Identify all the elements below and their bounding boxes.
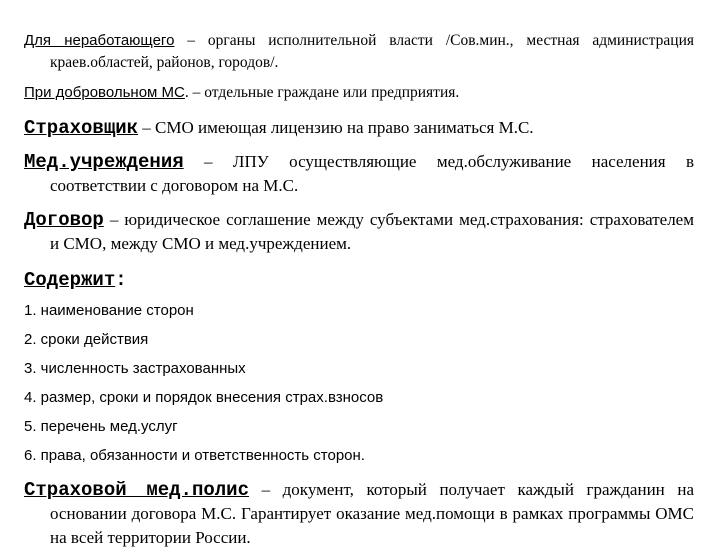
- term-policy: Страховой мед.полис: [24, 479, 249, 501]
- list-item: 3. численность застрахованных: [24, 360, 246, 377]
- term-non-working: Для неработающего: [24, 32, 175, 49]
- term-contract: Договор: [24, 209, 104, 231]
- definition-contract: – юридическое соглашение между субъектами мед.страхования: страхователем и СМО, между СМО и мед.учреждением.: [50, 210, 694, 253]
- term-medical-institutions: Мед.учреждения: [24, 151, 184, 173]
- term-voluntary: При добровольном МС: [24, 84, 185, 101]
- paragraph-medical-institutions: [24, 150, 694, 198]
- paragraph-insurer: [24, 116, 694, 140]
- definition-medical-institutions: – ЛПУ осуществляющие мед.обслуживание населения в соответствии с договором на М.С.: [50, 152, 694, 195]
- list-item: 5. перечень мед.услуг: [24, 418, 178, 435]
- paragraph-contract: [24, 208, 694, 256]
- definition-non-working: – органы исполнительной власти /Сов.мин., местная администрация краев.областей, районов, городов/.: [50, 32, 694, 71]
- paragraph-contains: [24, 268, 694, 292]
- contains-colon: :: [115, 269, 127, 291]
- list-item: 4. размер, сроки и порядок внесения страх.взносов: [24, 389, 384, 406]
- term-insurer: Страховщик: [24, 117, 139, 139]
- paragraph-policy: [24, 478, 694, 550]
- list-item: 2. сроки действия: [24, 331, 149, 348]
- definition-insurer: – СМО имеющая лицензию на право заниматься М.С.: [138, 118, 534, 137]
- list-item: 1. наименование сторон: [24, 302, 194, 319]
- definition-policy: – документ, который получает каждый гражданин на основании договора М.С. Гарантирует оказание мед.помощи в рамках программы ОМС на всей территории России.: [50, 480, 694, 547]
- paragraph-voluntary: [24, 82, 694, 104]
- definition-voluntary: . – отдельные граждане или предприятия.: [184, 84, 460, 101]
- term-contains: Содержит: [24, 269, 116, 291]
- list-item: 6. права, обязанности и ответственность сторон.: [24, 447, 365, 464]
- contents-list: [24, 301, 694, 466]
- paragraph-non-working: [24, 30, 694, 74]
